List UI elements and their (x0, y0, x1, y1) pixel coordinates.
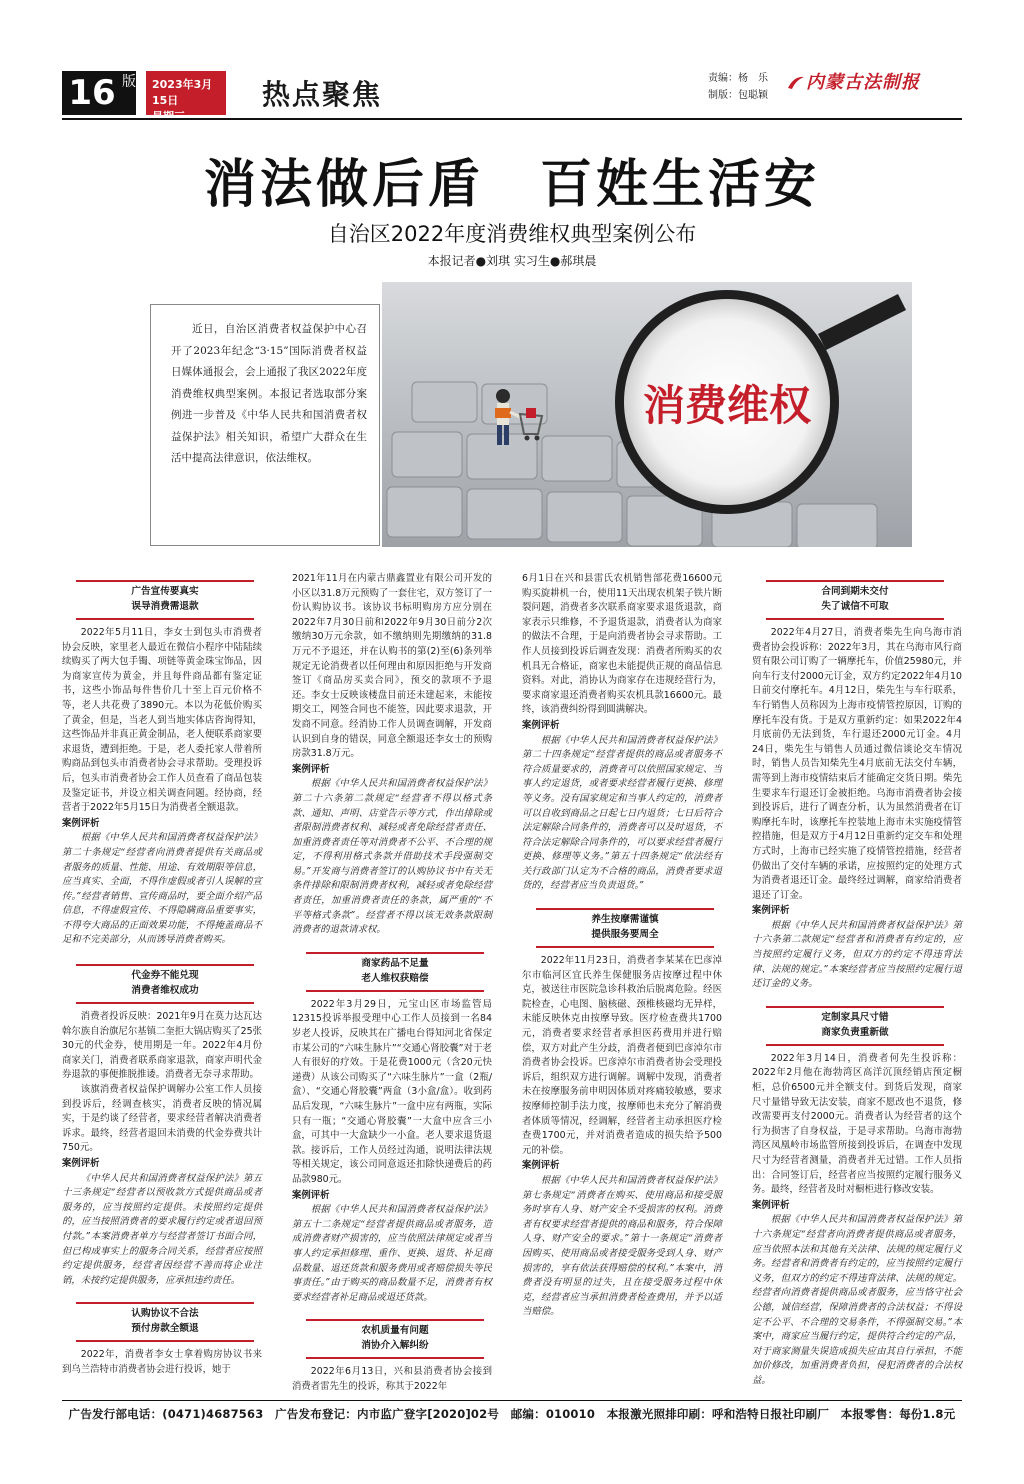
case-title-line2: 失了诚信不可取 (821, 601, 889, 612)
case-title-box (76, 1302, 254, 1342)
masthead-rule (62, 118, 962, 120)
byline: 本报记者●刘琪 实习生●郝琪晨 (427, 254, 597, 268)
case-body: 2022年6月13日，兴和县消费者协会接到消费者雷先生的投诉，称其于2022年 (292, 1366, 492, 1392)
analysis-heading: 案例评析 (292, 1189, 330, 1201)
case-title-box (536, 908, 714, 948)
article-body (0, 572, 1024, 1392)
shopping-cart-keyboard-illustration (382, 282, 912, 547)
date-box (146, 71, 226, 123)
case-body: 2022年5月11日，李女士到包头市消费者协会反映，家里老人最近在微信小程序中陆陆续续购买了两大包手镯、项链等黄金珠宝饰品，因为商家宣传为黄金，并且每件商品都有鉴定证书，这些小饰品每件售价几十至上百元价格不等，老人共花费了3890元。本以为花低价购买了黄金，但是，当老人到当地实体店咨询得知，这些饰品并非真正黄金制品，老人便联系商家要求退货，遭到拒绝。于是，老人委托家人带着所购商品到包头市消费者协会寻求帮助。受理投诉后，包头市消费者协会工作人员查看了商品包装及鉴定证书，并设立相关调查问题。经协商，经营者于2022年5月15日为消费者全额退款。 (62, 627, 262, 814)
editor-credit: 责编：杨 乐 (708, 73, 768, 84)
case-body: 2022年4月27日，消费者柴先生向乌海市消费者协会投诉称：2022年3月，其在乌海市风行商贸有限公司订购了一辆摩托车，价值25980元，并向车行支付2000元订金，双方约定2022年4月10日前交付摩托车。4月12日，柴先生与车行联系，车行销售人员称因为上海市疫情管控原因，订购的摩托车没有货。于是双方重新约定：如果2022年4月底前仍无法到货，车行退还2000元订金。4月24日，柴先生与销售人员通过微信谈论交车情况时，销售人员告知柴先生4月底前无法交付车辆，需等到上海市疫情结束后才能确定交货日期。柴先生要求车行退还订金被拒绝。乌海市消费者协会接到投诉后，进行了调查分析，认为虽然消费者在订购摩托车时，该摩托车控装地上海市未实施疫情管控措施，但是双方于4月12日重新约定交车和处理方式时，上海市已经实施了疫情管控措施，经营者仍做出了交付车辆的承诺，应按照约定的处理方式为消费者退还订金。最终经过调解，商家给消费者退还了订金。 (752, 627, 962, 901)
case-title-box (306, 1319, 484, 1359)
case-title-box (306, 952, 484, 992)
section-title: 热点聚焦 (262, 78, 383, 111)
page-number-block (62, 71, 136, 115)
case-body-continued: 2021年11月在内蒙古鼎鑫置业有限公司开发的小区以31.8万元预购了一套住宅，双方签订了一份认购协议书。该协议书标明购房方应分别在2022年7月30日前和2022年9月30日前分2次缴纳30万元余款，如不缴纳则先期缴纳的31.8万元不予退还，并在认购书的第(2)至(6)条列举规定无论消费者以任何理由和原因拒绝与开发商签订《商品房买卖合同》，预交的款项不予退还。李女士反映该楼盘目前还未建起来，未能按期交工，网签合同也不能签，因此要求退款，开发商不同意。经消协工作人员调查调解，开发商认识到自身的错误，同意全额退还李女士的预购房款31.8万元。 (292, 573, 492, 760)
analysis-heading: 案例评析 (752, 905, 790, 917)
subheadline: 自治区2022年度消费维权典型案例公布 (327, 222, 697, 246)
designer-credit: 制版：包聪颖 (708, 90, 768, 101)
case-title-line1: 商家药品不足量 (361, 957, 429, 969)
analysis-heading: 案例评析 (522, 719, 560, 731)
column-2 (292, 572, 492, 1395)
analysis-heading: 案例评析 (292, 763, 330, 775)
case-analysis: 根据《中华人民共和国消费者权益保护法》第五十二条规定“经营者提供商品或者服务，造成消费者财产损害的，应当依照法律规定或者当事人约定承担修理、重作、更换、退货、补足商品数量、退还货款和服务费用或者赔偿损失等民事责任。”由于购买的商品数量不足，消费者有权要求经营者补足商品或退还货款。 (292, 1204, 492, 1303)
case-title-box (766, 580, 944, 620)
case-body: 消费者投诉反映：2021年9月在莫力达瓦达斡尔族自治旗尼尔基镇二奎拒大锅店购买了25张30元的代金券，使用期是一年。2022年4月份商家关门，消费者联系商家退款，商家声明代金券退款的事便推脱推诿。消费者无奈寻求帮助。 (62, 1011, 262, 1081)
footer-rule (62, 1400, 962, 1401)
case-body: 2022年3月29日，元宝山区市场监管局12315投诉举报受理中心工作人员接到一名84岁老人投诉，反映其在广播电台得知河北省保定市某公司的“六味生脉片”“交通心肾胶囊”对于老人有很好的疗效。于是花费1000元（含20元快递费）从该公司购买了“六味生脉片”一盒（2瓶/盒）、“交通心肾胶囊”两盒（3小盒/盒）。收到药品后发现，“六味生脉片”一盒中应有两瓶，实际只有一瓶；“交通心肾胶囊”一大盒中应含三小盒，可其中一大盒缺少一小盒。老人要求退货退款。接诉后，工作人员经过沟通，说明法律法规等相关规定，该公司同意返还扣除快递费后的药品款980元。 (292, 998, 492, 1185)
case-analysis: 根据《中华人民共和国消费者权益保护法》第十六条第二款规定“经营者和消费者有约定的，应当按照约定履行义务，但双方的约定不得违背法律、法规的规定。”本案经营者应当按照约定履行退还订金的义务。 (752, 919, 962, 990)
column-4 (752, 572, 962, 1389)
case-title-line1: 广告宣传要真实 (131, 586, 199, 597)
case-analysis: 根据《中华人民共和国消费者权益保护法》第七条规定“消费者在购买、使用商品和接受服务时享有人身、财产安全不受损害的权利。消费者有权要求经营者提供的商品和服务，符合保障人身、财产安全的要求。”第十一条规定“消费者因购买、使用商品或者接受服务受到人身、财产损害的，享有依法获得赔偿的权利。”本案中，消费者没有明显的过失，且在接受服务过程中休克，经营者应当承担消费者检查费用，并予以适当赔偿。 (522, 1174, 722, 1318)
logo-swoosh-icon (786, 74, 806, 92)
headline: 消法做后盾 百姓生活安 (203, 154, 820, 215)
case-title-line2: 预付房款全额退 (131, 1323, 199, 1335)
editor-names (708, 70, 768, 104)
case-body-continued: 6月1日在兴和县雷氏农机销售部花费16600元购买旋耕机一台，使用11天出现农机架子铁片断裂问题，消费者多次联系商家要求退货退款，商家表示只维修，不予退货退款，消费者认为商家的做法不合理，于是向消费者协会寻求帮助。工作人员接到投诉后调查发现：消费者所购买的农机具无合格证，商家也未能提供正规的商品信息资料。对此，消协认为商家存在违规经营行为，要求商家退还消费者购买农机具款16600元。最终，该消费纠纷得到圆满解决。 (522, 573, 722, 716)
case-title-box (766, 1006, 944, 1046)
case-analysis: 根据《中华人民共和国消费者权益保护法》第二十条规定“经营者向消费者提供有关商品或者服务的质量、性能、用途、有效期限等信息，应当真实、全面，不得作虚假或者引人误解的宣传。”经营者销售、宣传商品时，要全面介绍产品信息，不得虚假宣传、不得隐瞒商品重要事实，不得夸大商品的正面效果功能，不得掩盖商品不足和不完美部分，从而诱导消费者购买。 (62, 832, 262, 946)
analysis-heading: 案例评析 (62, 817, 100, 829)
newspaper-logo (786, 74, 920, 92)
case-analysis: 根据《中华人民共和国消费者权益保护法》第二十六条第二款规定“经营者不得以格式条款、通知、声明、店堂告示等方式，作出排除或者限制消费者权利、减轻或者免除经营者责任、加重消费者责任等对消费者不公平、不合理的规定，不得利用格式条款并借助技术手段强制交易。”开发商与消费者签订的认购协议书中有关无条件排除和限制消费者权利，减轻或者免除经营者责任，加重消费者责任的条款，属严重的“不平等格式条款”。经营者不得以该无效条款限制消费者的退款请求权。 (292, 778, 492, 936)
newspaper-logo-text: 内蒙古法制报 (806, 72, 920, 93)
column-3 (522, 572, 722, 1320)
case-analysis: 根据《中华人民共和国消费者权益保护法》第二十四条规定“经营者提供的商品或者服务不符合质量要求的，消费者可以依照国家规定、当事人约定退货，或者要求经营者履行更换、修理等义务。没有国家规定和当事人约定的，消费者可以自收到商品之日起七日内退货；七日后符合法定解除合同条件的，消费者可以及时退货，不符合法定解除合同条件的，可以要求经营者履行更换、修理等义务。”第五十四条规定“依法经有关行政部门认定为不合格的商品，消费者要求退货的，经营者应当负责退货。” (522, 734, 722, 892)
case-title-box (76, 580, 254, 620)
case-title-line1: 认购协议不合法 (131, 1308, 199, 1320)
issue-weekday: 星期三 (152, 110, 185, 123)
case-title-line1: 代金券不能兑现 (131, 970, 199, 982)
page-unit: 版 (122, 71, 136, 115)
case-body: 2022年11月23日，消费者李某某在巴彦淖尔市临河区宜氏养生保健服务店按摩过程中休克，被送往市医院急诊科救治后脱离危险。经医院检查，心电图、脑核磁、颈椎核磁均无异样，未能反映休克由按摩导致。医疗检查费共1700元，消费者要求经营者承担医药费用并进行赔偿，双方对此产生分歧，消费者便到巴彦淖尔市消费者协会投诉。巴彦淖尔市消费者协会受理投诉后，组织双方进行调解。调解中发现，消费者未在按摩服务前申明因体质对疼痛较敏感，要求按摩师控制手法力度，按摩师也未充分了解消费者体质等情况，经调解，经营者主动承担医疗检查费1700元，并对消费者造成的损失给予500元的补偿。 (522, 955, 722, 1156)
case-body-continued: 该旗消费者权益保护调解办公室工作人员接到投诉后，经调查核实，消费者反映的情况属实，于是约谈了经营者，要求经营者解决消费者诉求。最终，经营者退回未消费的代金券费共计750元。 (62, 1084, 262, 1154)
case-title-line1: 合同到期未交付 (821, 586, 889, 597)
case-title-line1: 定制家具尺寸错 (821, 1011, 889, 1023)
case-title-box (76, 964, 254, 1004)
case-body: 2022年3月14日，消费者何先生投诉称：2022年2月他在海勃湾区高洋沉顶经销店预定橱柜，总价6500元并全额支付。到货后发现，商家尺寸量错导致无法安装，商家不愿改也不退货，修改需要再支付2000元。消费者认为经营者的这个行为损害了自身权益，于是寻求帮助。乌海市海勃湾区凤凰岭市场监管所接到投诉后，在调查中发现尺寸为经营者测量，消费者并无过错。工作人员指出：合同签订后，经营者应当按照约定履行服务义务。最终，经营者及时对橱柜进行修改安装。 (752, 1052, 962, 1196)
case-title-line2: 提供服务要周全 (591, 929, 659, 941)
consumer-rights-photo (382, 282, 912, 547)
page-number: 16 (62, 71, 122, 115)
analysis-heading: 案例评析 (522, 1160, 560, 1172)
case-title-line2: 老人维权获赔偿 (361, 972, 429, 984)
column-1 (62, 572, 262, 1378)
photo-sign-text: 消费维权 (642, 381, 812, 430)
analysis-heading: 案例评析 (752, 1199, 790, 1211)
footer-info: 广告发行部电话：(0471)4687563 广告发布登记：内市监广登字[2020]02号 邮编：010010 本报激光照排印刷：呼和浩特日报社印刷厂 本报零售：每份1.8元 (68, 1407, 956, 1421)
case-title-line1: 农机质量有问题 (361, 1325, 429, 1337)
case-title-line2: 消协介入解纠纷 (361, 1340, 429, 1352)
case-analysis: 根据《中华人民共和国消费者权益保护法》第十六条规定“经营者向消费者提供商品或者服务，应当依照本法和其他有关法律、法规的规定履行义务。经营者和消费者有约定的，应当按照约定履行义务，但双方的约定不得违背法律、法规的规定。经营者向消费者提供商品或者服务，应当恪守社会公德，诚信经营，保障消费者的合法权益；不得设定不公平、不合理的交易条件，不得强制交易。”本案中，商家应当履行约定，提供符合约定的产品，对于商家测量失误造成损失应由其自行承担，不能加价修改，加重消费者负担，侵犯消费者的合法权益。 (752, 1214, 962, 1386)
case-title-line2: 消费者维权成功 (131, 985, 199, 997)
case-title-line2: 商家负责重新做 (821, 1026, 889, 1038)
case-title-line2: 误导消费需退款 (131, 601, 199, 612)
analysis-heading: 案例评析 (62, 1158, 100, 1169)
issue-date: 2023年3月15日 (152, 78, 213, 107)
masthead (62, 68, 962, 123)
intro-text: 近日，自治区消费者权益保护中心召开了2023年纪念“3·15”国际消费者权益日媒体通报会，会上通报了我区2022年度消费维权典型案例。本报记者选取部分案例进一步普及《中华人民共和国消费者权益保护法》相关知识，希望广大群众在生活中提高法律意识，依法维权。 (171, 323, 367, 464)
intro-box (150, 304, 380, 546)
case-analysis: 《中华人民共和国消费者权益保护法》第五十三条规定“经营者以预收款方式提供商品或者服务的，应当按照约定提供。未按照约定提供的，应当按照消费者的要求履行约定或者退回预付款。”本案消费者单方与经营者签订书面合同，但已构成事实上的服务合同关系，经营者应按照约定提供服务，经营者因经营不善而将企业注销，未按约定提供服务，应承担违约责任。 (62, 1172, 262, 1286)
case-title-line1: 养生按摩需谨慎 (591, 914, 659, 926)
case-body: 2022年，消费者李女士拿着购房协议书来到乌兰浩特市消费者协会进行投诉，她于 (62, 1349, 262, 1375)
